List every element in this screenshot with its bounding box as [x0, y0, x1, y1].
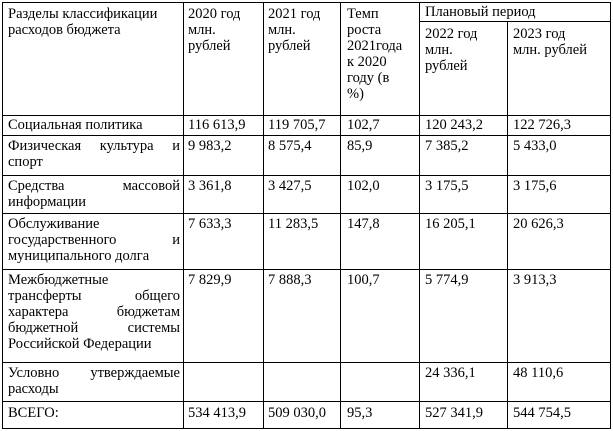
cell-2020: 3 361,8 — [188, 178, 232, 194]
cell-2023: 3 175,6 — [513, 178, 557, 194]
cell-growth: 95,3 — [347, 405, 373, 421]
cell-2022: 527 341,9 — [425, 405, 483, 421]
row-name: Обслуживание государственного и муниципального долга — [8, 216, 180, 264]
cell-2022: 24 336,1 — [425, 365, 476, 381]
cell-growth: 102,7 — [347, 117, 380, 133]
table-border-left — [2, 2, 3, 429]
header-section: Разделы классификации расходов бюджета — [8, 6, 158, 38]
cell-2021: 11 283,5 — [268, 216, 319, 232]
row-name: Условно утверждаемые расходы — [8, 365, 180, 397]
cell-growth: 100,7 — [347, 272, 380, 288]
cell-growth: 102,0 — [347, 178, 380, 194]
row-name: Физическая культура и спорт — [8, 138, 180, 170]
cell-2021: 119 705,7 — [268, 117, 326, 133]
header-growth: Темп роста 2021года к 2020 году (в %) — [347, 6, 403, 102]
cell-2023: 48 110,6 — [513, 365, 564, 381]
row-name: ВСЕГО: — [8, 405, 59, 421]
column-divider — [263, 2, 264, 429]
cell-2020: 534 413,9 — [188, 405, 246, 421]
cell-2022: 16 205,1 — [425, 216, 476, 232]
column-divider — [183, 2, 184, 429]
header-2020: 2020 год млн. рублей — [188, 6, 241, 54]
cell-2021: 509 030,0 — [268, 405, 326, 421]
table-border-top — [2, 2, 611, 3]
header-2021: 2021 год млн. рублей — [268, 6, 321, 54]
row-divider — [2, 175, 611, 176]
table-border-bottom — [2, 428, 611, 429]
cell-2022: 3 175,5 — [425, 178, 469, 194]
cell-2023: 122 726,3 — [513, 117, 571, 133]
cell-2022: 7 385,2 — [425, 138, 469, 154]
cell-2021: 8 575,4 — [268, 138, 312, 154]
cell-2023: 3 913,3 — [513, 272, 557, 288]
cell-2023: 5 433,0 — [513, 138, 557, 154]
header-planned-period: Плановый период — [425, 4, 536, 20]
cell-2023: 20 626,3 — [513, 216, 564, 232]
cell-2021: 7 888,3 — [268, 272, 312, 288]
cell-2023: 544 754,5 — [513, 405, 571, 421]
header-2023: 2023 год млн. рублей — [513, 26, 587, 58]
column-divider — [419, 2, 420, 429]
cell-growth: 85,9 — [347, 138, 373, 154]
row-divider — [2, 115, 611, 116]
header-subdivider — [419, 21, 611, 22]
cell-2022: 5 774,9 — [425, 272, 469, 288]
table-border-right — [610, 2, 611, 429]
row-divider — [2, 362, 611, 363]
cell-2020: 7 633,3 — [188, 216, 232, 232]
row-divider — [2, 213, 611, 214]
cell-2022: 120 243,2 — [425, 117, 483, 133]
column-divider — [507, 22, 508, 429]
cell-growth: 147,8 — [347, 216, 380, 232]
cell-2020: 9 983,2 — [188, 138, 232, 154]
row-divider — [2, 401, 611, 402]
cell-2020: 116 613,9 — [188, 117, 246, 133]
cell-2021: 3 427,5 — [268, 178, 312, 194]
cell-2020: 7 829,9 — [188, 272, 232, 288]
header-2022: 2022 год млн. рублей — [425, 26, 478, 74]
row-name: Средства массовой информации — [8, 178, 180, 210]
row-name: Межбюджетные трансферты общего характера бюджетам бюджетной системы Российской Федерации — [8, 272, 180, 352]
row-name: Социальная политика — [8, 117, 143, 133]
row-divider — [2, 135, 611, 136]
column-divider — [340, 2, 341, 429]
row-divider — [2, 269, 611, 270]
